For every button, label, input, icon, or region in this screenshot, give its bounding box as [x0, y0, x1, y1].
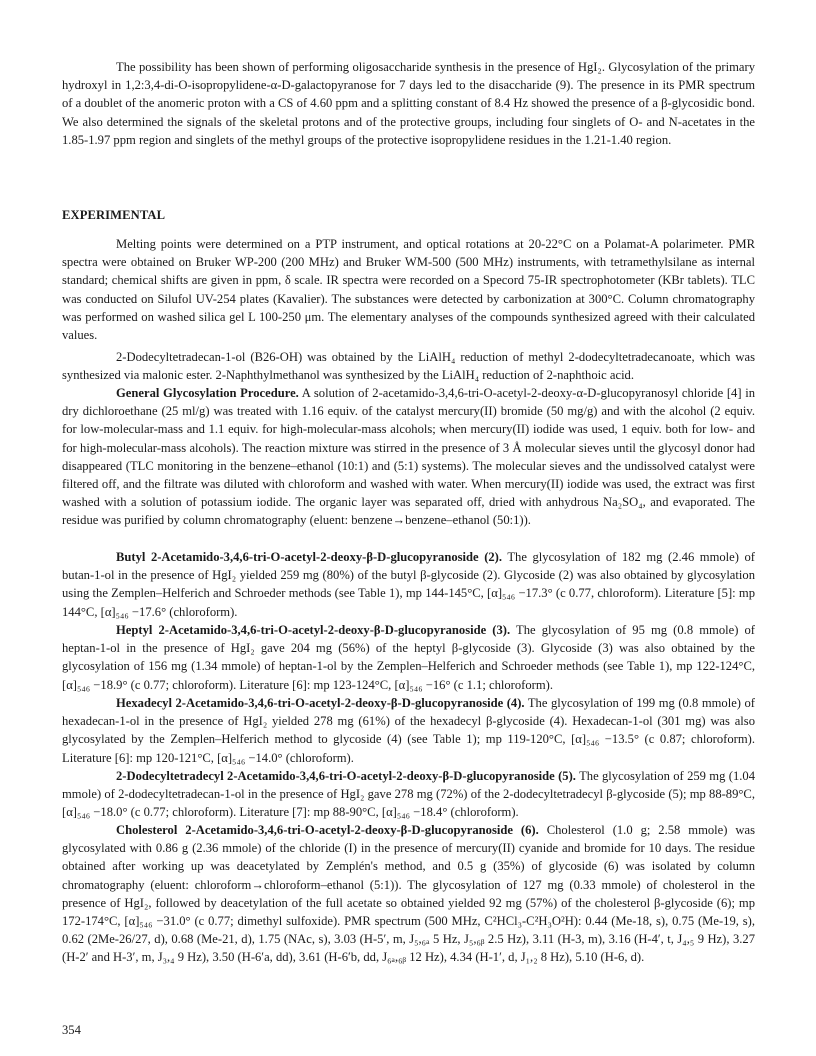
- procedure-title: Heptyl 2-Acetamido-3,4,6-tri-O-acetyl-2-deoxy-β-D-glucopyranoside (3).: [116, 623, 511, 637]
- general-methods-paragraph: Melting points were determined on a PTP instrument, and optical rotations at 20-22°C on a Polamat-A polarimeter. PMR spectra were obtained on Bruker WP-200 (200 MHz) and Bruker WM-500 (500 MHz) instruments, with tetramethylsilane as internal standard; chemical shifts are given in ppm, δ scale. IR spectra were recorded on a Specord 75-IR spectrophotometer (KBr tablets). TLC was conducted on Silufol UV-254 plates (Kavalier). The substances were detected by carbonization at 300°C. Column chromatography was performed on washed silica gel L 100-250 μm. The elementary analyses of the compounds synthesized agreed with their calculated values.: [62, 237, 755, 343]
- procedure-heptyl-glycoside: [62, 621, 755, 694]
- procedure-cholesterol-glycoside: [62, 821, 755, 967]
- procedure-dodecyltetradecyl-glycoside: [62, 767, 755, 822]
- intro-paragraph: The possibility has been shown of performing oligosaccharide synthesis in the presence of HgI₂. Glycosylation of the primary hydroxyl in 1,2:3,4-di-O-isopropylidene-α-D-galactopyranose for 7 days led to the disaccharide (9). The presence in its PMR spectrum of a doublet of the anomeric proton with a CS of 4.60 ppm and a splitting constant of 8.4 Hz showed the presence of a β-glycosidic bond. We also determined the signals of the skeletal protons and of the protective groups, including four singlets of O- and N-acetates in the 1.85-1.97 ppm region and singlets of the methyl groups of the protective isopropylidene residues in the 1.21-1.40 region.: [62, 60, 755, 147]
- procedure-butyl-glycoside: [62, 548, 755, 621]
- preparation-paragraph: 2-Dodecyltetradecan-1-ol (B26-OH) was obtained by the LiAlH₄ reduction of methyl 2-dodecyltetradecanoate, which was synthesized via malonic ester. 2-Naphthylmethanol was synthesized by the LiAlH₄ reduction of 2-naphthoic acid.: [62, 350, 755, 383]
- procedure-title: Hexadecyl 2-Acetamido-3,4,6-tri-O-acetyl-2-deoxy-β-D-glucopyranoside (4).: [116, 696, 525, 710]
- page-number: 354: [62, 1023, 81, 1037]
- section-heading: EXPERIMENTAL: [62, 208, 166, 222]
- procedure-text: A solution of 2-acetamido-3,4,6-tri-O-acetyl-2-deoxy-α-D-glucopyranosyl chloride [4] in dry dichloroethane (25 ml/g) was treated with 1.16 equiv. of the catalyst mercury(II) bromide (50 mg/g) and with the alcohol (2 equiv. for low-molecular-mass and 1.1 equiv. for high-molecular-mass alcohols; when mercury(II) iodide was used, 1 equiv. both for low- and for high-molecular-mass alcohols). The reaction mixture was stirred in the presence of 3 Å molecular sieves until the glycosyl donor had disappeared (TLC monitoring in the benzene–ethanol (10:1) and (5:1) systems). The molecular sieves and the undissolved catalyst were filtered off, and the filtrate was diluted with chloroform and washed with water. When mercury(II) iodide was used, the extract was first washed with a solution of potassium iodide. The organic layer was separated off, dried with anhydrous Na₂SO₄, and evaporated. The residue was purified by column chromatography (eluent: benzene→benzene–ethanol (50:1)).: [62, 386, 755, 528]
- procedure-text: The glycosylation of 95 mg (0.8 mmole) of heptan-1-ol in the presence of HgI₂ gave 204 mg (56%) of the heptyl β-glycoside (3). Glycoside (3) was also obtained by the glycosylation of 156 mg (1.34 mmole) of heptan-1-ol by the Zemplen–Helferich and Schroeder methods (see Table 1), mp 122-124°C, [α]₅₄₆ −18.9° (c 0.77; chloroform). Literature [6]: mp 123-124°C, [α]₅₄₆ −16° (c 1.1; chloroform).: [62, 623, 755, 692]
- procedure-text: The glycosylation of 182 mg (2.46 mmole) of butan-1-ol in the presence of HgI₂ yielded 259 mg (80%) of the butyl β-glycoside (2). Glycoside (2) was also obtained by glycosylation using the Zemplen–Helferich and Schroeder methods (see Table 1), mp 144-145°C, [α]₅₄₆ −17.3° (c 0.77, chloroform). Literature [5]: mp 144°C, [α]₅₄₆ −17.6° (chloroform).: [62, 550, 755, 619]
- procedure-text: Cholesterol (1.0 g; 2.58 mmole) was glycosylated with 0.86 g (2.36 mmole) of the chloride (I) in the presence of mercury(II) cyanide and bromide for 10 days. The residue obtained after working up was deacetylated by Zemplén's method, and 0.5 g (35%) of glycoside (6) was isolated by column chromatography (eluent: chloroform→chloroform–ethanol (5:1)). The glycosylation of 127 mg (0.33 mmole) of cholesterol in the presence of HgI₂, followed by deacetylation of the full acetate so obtained yielded 92 mg (57%) of the cholesterol β-glycoside (6); mp 172-174°C, [α]₅₄₆ −31.0° (c 0.77; dimethyl sulfoxide). PMR spectrum (500 MHz, C²HCl₃-C²H₃O²H): 0.44 (Me-18, s), 0.75 (Me-19, s), 0.62 (2Me-26/27, d), 0.68 (Me-21, d), 1.75 (NAc, s), 3.03 (H-5′, m, J₅,₆ₐ 5 Hz, J₅,₆ᵦ 2.5 Hz), 3.11 (H-3, m), 3.16 (H-4′, t, J₄,₅ 9 Hz), 3.27 (H-2′ and H-3′, m, J₃,₄ 9 Hz), 3.50 (H-6′a, dd), 3.61 (H-6′b, dd, J₆ₐ,₆ᵦ 12 Hz), 4.34 (H-1′, d, J₁,₂ 8 Hz), 5.10 (H-6, d).: [62, 823, 755, 965]
- procedure-title: Cholesterol 2-Acetamido-3,4,6-tri-O-acetyl-2-deoxy-β-D-glucopyranoside (6).: [116, 823, 539, 837]
- procedure-title: 2-Dodecyltetradecyl 2-Acetamido-3,4,6-tri-O-acetyl-2-deoxy-β-D-glucopyranoside (5).: [116, 769, 576, 783]
- procedure-title: Butyl 2-Acetamido-3,4,6-tri-O-acetyl-2-deoxy-β-D-glucopyranoside (2).: [116, 550, 503, 564]
- procedure-hexadecyl-glycoside: [62, 694, 755, 767]
- procedure-title: General Glycosylation Procedure.: [116, 386, 299, 400]
- procedure-text: The glycosylation of 199 mg (0.8 mmole) of hexadecan-1-ol in the presence of HgI₂ yielded 278 mg (61%) of the hexadecyl β-glycoside (4). Hexadecan-1-ol (301 mg) was also glycosylated by the Zemplen–Helferich method to glycoside (4) (see Table 1); mp 119-120°C, [α]₅₄₆ −13.5° (c 0.87; chloroform). Literature [6]: mp 120-121°C, [α]₅₄₆ −14.0° (chloroform).: [62, 696, 756, 765]
- procedure-general-glycosylation: [62, 384, 755, 530]
- procedure-text: The glycosylation of 259 mg (1.04 mmole) of 2-dodecyltetradecan-1-ol in the presence of HgI₂ gave 278 mg (72%) of the 2-dodecyltetradecyl β-glycoside (5); mp 88-89°C, [α]₅₄₆ −18.0° (c 0.77; chloroform). Literature [7]: mp 88-90°C, [α]₅₄₆ −18.4° (chloroform).: [62, 769, 755, 820]
